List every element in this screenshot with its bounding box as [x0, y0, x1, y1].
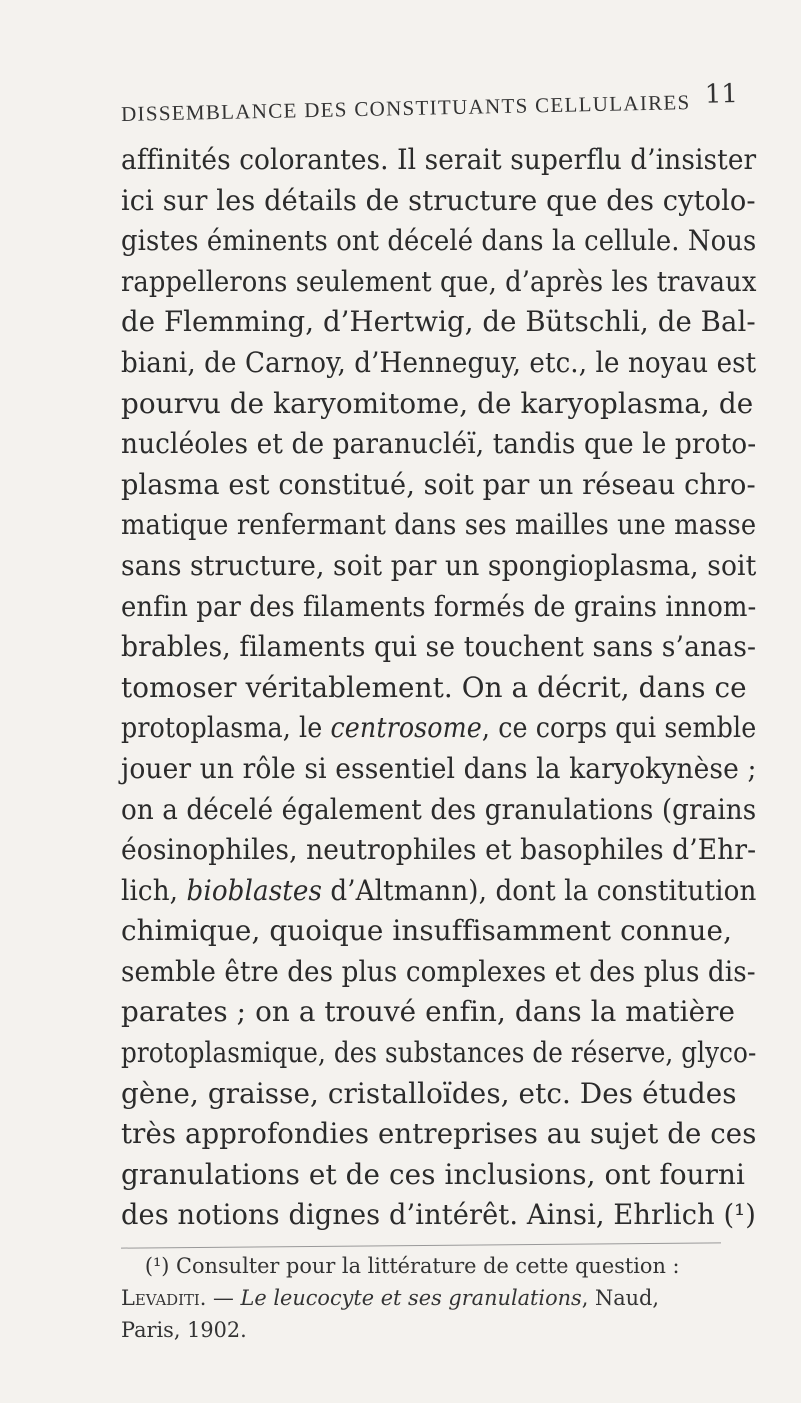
- text-line: [121, 708, 757, 749]
- text-line: brables, filaments qui se touchent sans s’anas-: [121, 630, 757, 664]
- text-line: [121, 871, 757, 912]
- footnote-author: Levaditi.: [121, 1286, 207, 1310]
- text-line: semble être des plus complexes et des plus dis-: [121, 954, 756, 988]
- text-line: gène, graisse, cristalloïdes, etc. Des études: [121, 1076, 737, 1110]
- text-line: plasma est constitué, soit par un réseau chro-: [121, 467, 756, 501]
- running-title: DISSEMBLANCE DES CONSTITUANTS CELLULAIRES: [120, 90, 691, 126]
- text-line: éosinophiles, neutrophiles et basophiles d’Ehr-: [121, 833, 757, 867]
- text-line: sans structure, soit par un spongioplasma, soit: [121, 548, 757, 582]
- text-line: nucléoles et de paranucléï, tandis que le proto-: [121, 427, 757, 461]
- term-centrosome: centrosome: [330, 711, 482, 745]
- term-bioblastes: bioblastes: [186, 873, 322, 907]
- text-line: matique renfermant dans ses mailles une masse: [121, 508, 757, 542]
- text-line: on a décelé également des granulations (grains: [121, 792, 757, 826]
- text-line: granulations et de ces inclusions, ont fourni: [121, 1157, 746, 1191]
- text-fragment: lich,: [121, 873, 187, 907]
- footnote-publisher: , Naud,: [581, 1286, 660, 1310]
- footnote-title: Le leucocyte et ses granulations: [240, 1286, 582, 1310]
- text-line: biani, de Carnoy, d’Henneguy, etc., le noyau est: [121, 345, 757, 379]
- text-line: de Flemming, d’Hertwig, de Bütschli, de Bal-: [121, 305, 756, 339]
- running-head: [121, 79, 742, 130]
- text-line: pourvu de karyomitome, de karyoplasma, de: [121, 386, 754, 420]
- text-line: affinités colorantes. Il serait superflu d’insister: [121, 143, 757, 176]
- text-fragment: d’Altmann), dont la constitution: [321, 873, 757, 907]
- text-fragment: protoplasma, le: [121, 711, 331, 745]
- text-line: chimique, quoique insuffisamment connue,: [121, 914, 733, 948]
- footnote-rule: [121, 1242, 721, 1248]
- text-line: parates ; on a trouvé enfin, dans la matière: [121, 995, 736, 1029]
- text-line: jouer un rôle si essentiel dans la karyokynèse ;: [121, 751, 757, 785]
- text-line: tomoser véritablement. On a décrit, dans ce: [121, 670, 747, 704]
- text-line: gistes éminents ont décelé dans la cellule. Nous: [121, 224, 757, 258]
- text-line: ici sur les détails de structure que des cytolo-: [121, 183, 756, 217]
- footnote-line: Paris, 1902.: [121, 1318, 247, 1342]
- text-line: protoplasmique, des substances de réserve, glyco-: [121, 1036, 757, 1070]
- text-line: très approfondies entreprises au sujet de ces: [121, 1117, 757, 1151]
- text-line: enfin par des filaments formés de grains innom-: [121, 589, 757, 623]
- footnote-dash: —: [206, 1286, 241, 1310]
- footnote-line: (¹) Consulter pour la littérature de cette question :: [144, 1254, 680, 1278]
- text-fragment: , ce corps qui semble: [481, 711, 757, 745]
- text-line: rappellerons seulement que, d’après les travaux: [121, 264, 757, 298]
- footnote-line: [121, 1282, 756, 1314]
- page-number: 11: [704, 79, 739, 110]
- text-line: des notions dignes d’intérêt. Ainsi, Ehrlich (¹): [121, 1198, 756, 1232]
- body-text: [121, 140, 761, 1236]
- footnotes: [121, 1250, 761, 1346]
